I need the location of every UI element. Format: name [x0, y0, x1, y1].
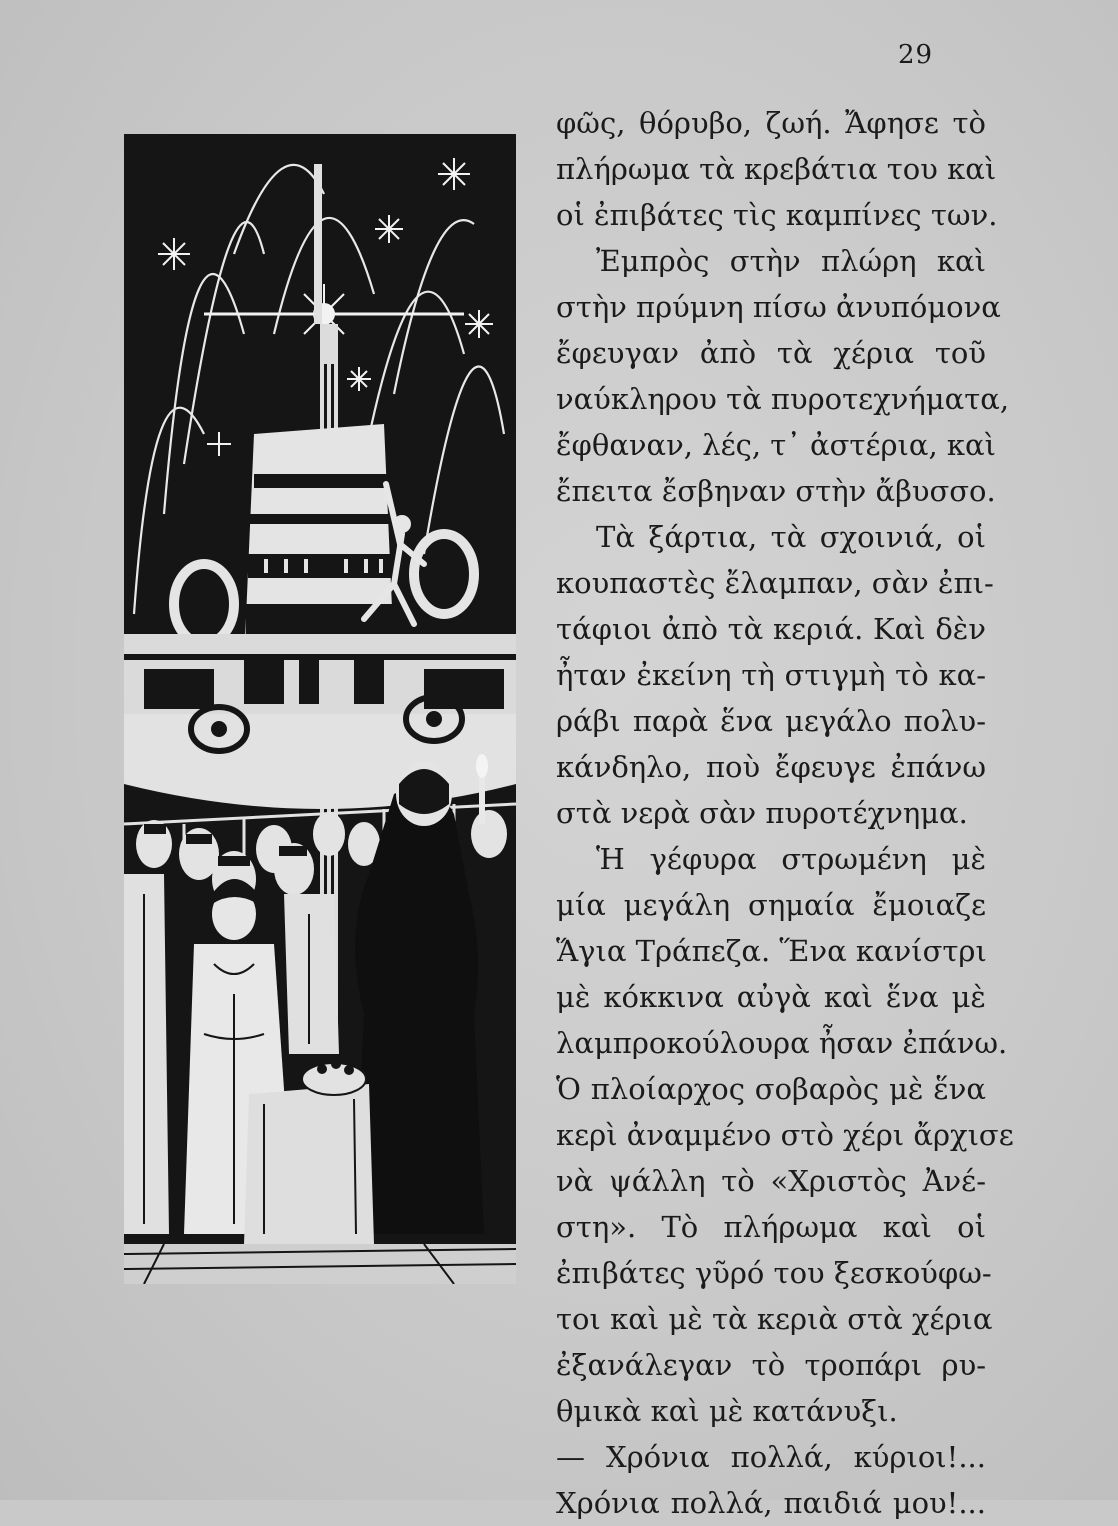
text-line: τάφιοι ἀπὸ τὰ κεριά. Καὶ δὲν — [556, 612, 986, 646]
text-line: Ὁ πλοίαρχος σοβαρὸς μὲ ἕνα — [556, 1072, 986, 1106]
text-line: στὴν πρύμνη πίσω ἀνυπόμονα — [556, 290, 1001, 324]
text-line: φῶς, θόρυβο, ζωή. Ἄφησε τὸ — [556, 106, 986, 140]
text-line: οἱ ἐπιβάτες τὶς καμπίνες των. — [556, 198, 998, 232]
text-line: ἔπειτα ἔσβηναν στὴν ἄβυσσο. — [556, 474, 996, 508]
text-line: ἔφευγαν ἀπὸ τὰ χέρια τοῦ — [556, 336, 986, 370]
text-line: ἐξανάλεγαν τὸ τροπάρι ρυ- — [556, 1348, 986, 1382]
text-line: Ἅγια Τράπεζα. Ἕνα κανίστρι — [556, 934, 987, 968]
text-line: κουπαστὲς ἔλαμπαν, σὰν ἐπι- — [556, 566, 994, 600]
text-line: Τὰ ξάρτια, τὰ σχοινιά, οἱ — [596, 520, 986, 554]
ship-fireworks-illustration-icon — [124, 134, 516, 1284]
text-line: λαμπροκούλουρα ἦσαν ἐπάνω. — [556, 1026, 1008, 1060]
text-line: κάνδηλο, ποὺ ἔφευγε ἐπάνω — [556, 750, 986, 784]
text-line: Χρόνια πολλά, παιδιά μου!... — [556, 1486, 986, 1520]
text-line: κερὶ ἀναμμένο στὸ χέρι ἄρχισε — [556, 1118, 1014, 1152]
text-line: ράβι παρὰ ἕνα μεγάλο πολυ- — [556, 704, 986, 738]
text-line: τοι καὶ μὲ τὰ κεριὰ στὰ χέρια — [556, 1302, 993, 1336]
text-line: μὲ κόκκινα αὐγὰ καὶ ἕνα μὲ — [556, 980, 986, 1014]
text-line: — Χρόνια πολλά, κύριοι!... — [556, 1440, 986, 1474]
text-line: νὰ ψάλλη τὸ «Χριστὸς Ἀνέ- — [556, 1164, 986, 1198]
text-line: ἔφθαναν, λές, τ᾽ ἀστέρια, καὶ — [556, 428, 996, 462]
text-line: θμικὰ καὶ μὲ κατάνυξι. — [556, 1394, 898, 1428]
text-line: μία μεγάλη σημαία ἔμοιαζε — [556, 888, 986, 922]
text-line: Ἡ γέφυρα στρωμένη μὲ — [596, 842, 986, 876]
body-text — [556, 100, 1014, 1526]
text-line: ἦταν ἐκείνη τὴ στιγμὴ τὸ κα- — [556, 658, 986, 692]
ship-fireworks-illustration — [124, 134, 516, 1284]
page-number: 29 — [898, 40, 934, 70]
text-line: Ἐμπρὸς στὴν πλώρη καὶ — [596, 244, 986, 278]
text-line: ἐπιβάτες γῦρό του ξεσκούφω- — [556, 1256, 992, 1290]
text-line: πλήρωμα τὰ κρεβάτια του καὶ — [556, 152, 997, 186]
text-line: στὰ νερὰ σὰν πυροτέχνημα. — [556, 796, 968, 830]
text-line: ναύκληρου τὰ πυροτεχνήματα, — [556, 382, 1010, 416]
text-line: στη». Τὸ πλήρωμα καὶ οἱ — [556, 1210, 986, 1244]
